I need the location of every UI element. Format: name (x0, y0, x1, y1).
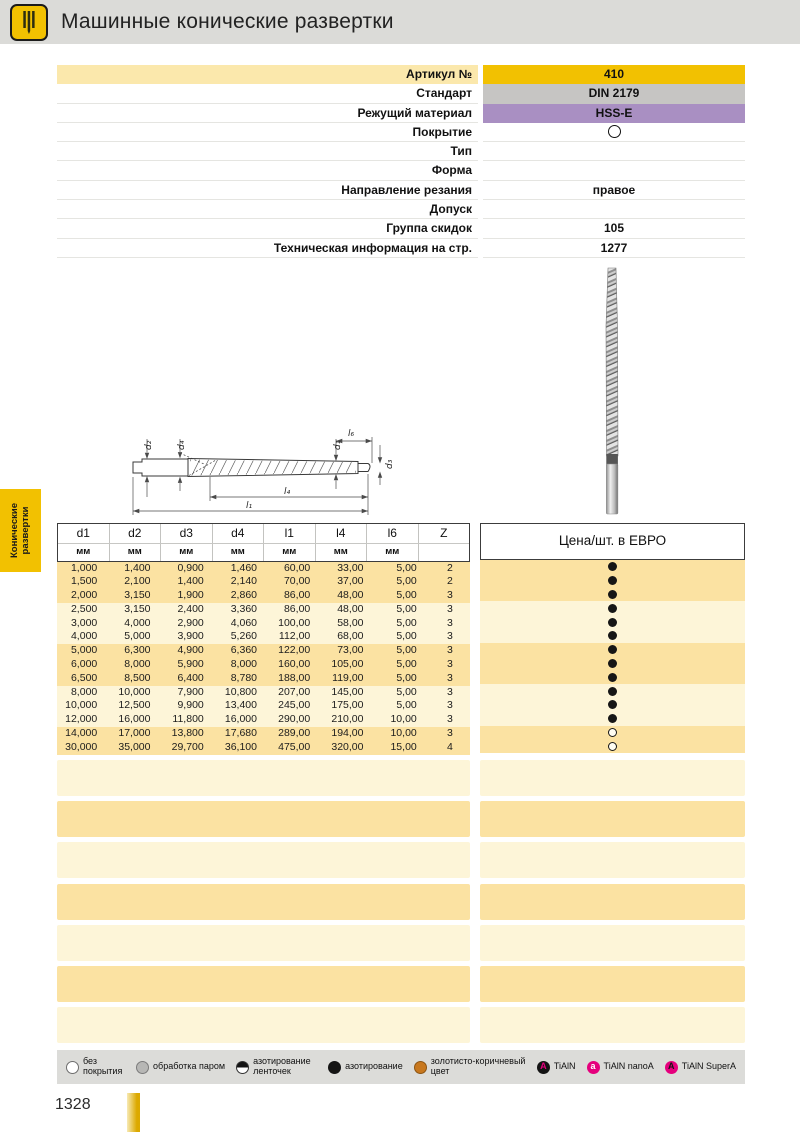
table-row (57, 713, 470, 727)
info-label: Тип (57, 142, 478, 161)
table-row (57, 575, 470, 589)
empty-row-band (480, 801, 745, 837)
table-cell: 3,150 (124, 589, 151, 602)
open-circle-icon (608, 742, 617, 751)
legend-label: TiAlN SuperA (681, 1061, 736, 1072)
table-row (57, 589, 470, 603)
unit-label: мм (263, 544, 315, 561)
table-cell: 5,260 (230, 630, 257, 643)
info-label: Направление резания (57, 181, 478, 200)
table-cell: 11,800 (172, 713, 204, 726)
legend-item (537, 1061, 576, 1074)
table-row (57, 672, 470, 686)
table-cell: 10,00 (390, 713, 417, 726)
table-cell: 5,00 (396, 575, 417, 588)
table-cell: 2,500 (70, 602, 98, 615)
table-cell: 10,000 (118, 685, 151, 698)
table-cell: 13,400 (224, 699, 257, 712)
empty-row-band (57, 1007, 470, 1043)
empty-row-band (480, 966, 745, 1002)
table-row (57, 686, 470, 700)
filled-circle-icon (608, 700, 617, 709)
info-label: Форма (57, 161, 478, 180)
unit-label: мм (109, 544, 161, 561)
table-cell: 5,00 (396, 671, 417, 684)
table-cell: 48,00 (337, 602, 364, 615)
filled-circle-icon (608, 659, 617, 668)
table-cell: 4 (446, 740, 453, 753)
legend-item (66, 1057, 125, 1077)
column-header: l4 (315, 524, 367, 543)
table-cell: 1,000 (70, 561, 98, 574)
table-cell: 3 (446, 727, 453, 740)
empty-row-band (57, 760, 470, 796)
info-label: Группа скидок (57, 219, 478, 238)
table-cell: 15,00 (390, 740, 417, 753)
table-cell: 3 (446, 616, 453, 629)
dim-label-d2: d₂ (144, 440, 154, 450)
table-cell: 4,060 (230, 616, 257, 629)
table-cell: 5,00 (396, 616, 417, 629)
table-cell: 105,00 (331, 658, 364, 671)
table-cell: 12,500 (118, 699, 151, 712)
legend-label: золотисто-коричневый цвет (430, 1056, 526, 1076)
price-row (480, 657, 745, 671)
empty-rows-right (480, 760, 745, 1043)
table-cell: 17,000 (118, 727, 151, 740)
table-cell: 4,900 (177, 644, 204, 657)
empty-rows-left (57, 760, 470, 1043)
dimension-table (57, 523, 470, 755)
coating-legend (57, 1050, 745, 1084)
table-cell: 2,000 (70, 589, 98, 602)
table-cell: 3 (446, 671, 453, 684)
table-cell: 13,800 (171, 727, 204, 740)
filled-circle-icon (608, 673, 617, 682)
table-cell: 290,00 (278, 713, 311, 726)
table-cell: 5,00 (396, 699, 417, 712)
footer-accent-bar (127, 1093, 140, 1132)
table-cell: 3 (446, 658, 453, 671)
legend-item (665, 1061, 736, 1074)
dim-label-l4: l₄ (284, 487, 291, 497)
table-cell: 3 (446, 589, 453, 602)
empty-row-band (480, 760, 745, 796)
table-header-row (58, 524, 469, 543)
table-cell: 3 (446, 699, 453, 712)
dimension-table-body (57, 562, 470, 755)
table-cell: 1,900 (177, 589, 204, 602)
table-cell: 2,900 (177, 616, 204, 629)
circle-white-icon (66, 1061, 79, 1074)
table-cell: 3 (446, 713, 453, 726)
open-circle-icon (608, 728, 617, 737)
circle-orange-icon (414, 1061, 427, 1074)
table-cell: 68,00 (337, 630, 364, 643)
page-number: 1328 (55, 1096, 91, 1113)
table-cell: 14,000 (65, 727, 98, 740)
table-cell: 36,100 (224, 740, 257, 753)
price-row (480, 629, 745, 643)
side-tab-label: Конические развертки (8, 503, 31, 559)
page-header (0, 0, 800, 44)
filled-circle-icon (608, 590, 617, 599)
filled-circle-icon (608, 604, 617, 613)
table-cell: 3 (446, 644, 453, 657)
circle-black-icon (328, 1061, 341, 1074)
column-header: Z (418, 524, 470, 543)
column-header: l1 (263, 524, 315, 543)
dim-label-d3: d₃ (385, 459, 395, 469)
price-row (480, 684, 745, 698)
price-row (480, 601, 745, 615)
table-cell: 6,300 (124, 644, 151, 657)
filled-circle-icon (608, 618, 617, 627)
table-cell: 86,00 (283, 602, 311, 615)
table-cell: 2,140 (230, 575, 257, 588)
info-row (57, 142, 745, 161)
table-cell: 289,00 (278, 727, 311, 740)
table-row (57, 603, 470, 617)
legend-label: без покрытия (83, 1056, 123, 1076)
table-cell: 1,500 (70, 575, 98, 588)
column-header: d4 (212, 524, 264, 543)
filled-circle-icon (608, 687, 617, 696)
table-cell: 16,000 (224, 713, 257, 726)
info-row (57, 161, 745, 180)
table-cell: 5,00 (396, 658, 417, 671)
table-cell: 48,00 (337, 589, 364, 602)
table-cell: 10,800 (224, 685, 257, 698)
table-cell: 6,400 (177, 671, 204, 684)
table-row (57, 658, 470, 672)
table-cell: 1,400 (124, 561, 151, 574)
table-cell: 60,00 (283, 561, 311, 574)
table-row (57, 699, 470, 713)
price-row (480, 643, 745, 657)
table-cell: 112,00 (278, 630, 311, 643)
badge-a-magenta-icon: a (587, 1061, 600, 1074)
table-row (57, 562, 470, 576)
dim-label-l1: l₁ (246, 501, 253, 511)
unit-label: мм (160, 544, 212, 561)
table-cell: 5,00 (396, 602, 417, 615)
page-title: Машинные конические развертки (61, 10, 394, 33)
table-cell: 1,400 (177, 575, 204, 588)
dim-label-d1: d₁ (333, 440, 343, 450)
table-cell: 4,000 (124, 616, 151, 629)
info-value: 410 (483, 65, 745, 84)
empty-row-band (480, 1007, 745, 1043)
legend-item (136, 1061, 225, 1074)
table-cell: 30,000 (65, 740, 98, 753)
badge-A-black-icon: A (537, 1061, 550, 1074)
unit-label: мм (315, 544, 367, 561)
table-cell: 3,150 (124, 602, 151, 615)
circle-gray-icon (136, 1061, 149, 1074)
info-row (57, 84, 745, 103)
table-cell: 207,00 (278, 685, 311, 698)
column-header: d2 (109, 524, 161, 543)
filled-circle-icon (608, 714, 617, 723)
table-cell: 8,500 (124, 671, 151, 684)
table-cell: 475,00 (278, 740, 311, 753)
table-cell: 2,100 (124, 575, 151, 588)
price-column (480, 523, 745, 753)
table-cell: 188,00 (278, 671, 311, 684)
table-row (57, 727, 470, 741)
info-value: 1277 (483, 239, 745, 258)
table-cell: 6,500 (70, 671, 98, 684)
price-row (480, 698, 745, 712)
table-cell: 0,900 (177, 561, 204, 574)
unit-label: мм (366, 544, 418, 561)
badge-A-magenta-icon: A (665, 1061, 678, 1074)
table-cell: 8,000 (230, 658, 257, 671)
info-row (57, 123, 745, 142)
info-value (483, 161, 745, 180)
dim-label-d4: d₄ (177, 440, 187, 450)
table-cell: 320,00 (331, 740, 364, 753)
reamer-icon (10, 4, 48, 41)
table-row (57, 741, 470, 755)
info-label: Покрытие (57, 123, 478, 142)
filled-circle-icon (608, 562, 617, 571)
table-cell: 145,00 (331, 685, 364, 698)
table-cell: 175,00 (331, 699, 364, 712)
table-cell: 37,00 (337, 575, 364, 588)
table-cell: 10,000 (65, 699, 98, 712)
table-cell: 5,00 (396, 630, 417, 643)
side-tab-taper-reamers (0, 489, 41, 572)
info-row (57, 219, 745, 238)
info-value (483, 200, 745, 219)
table-cell: 3 (446, 630, 453, 643)
info-value: 105 (483, 219, 745, 238)
price-row (480, 560, 745, 574)
info-row (57, 200, 745, 219)
table-cell: 73,00 (337, 644, 364, 657)
price-column-body (480, 560, 745, 753)
table-cell: 5,00 (396, 561, 417, 574)
filled-circle-icon (608, 576, 617, 585)
table-row (57, 644, 470, 658)
unit-label: мм (76, 546, 91, 557)
table-cell: 3,360 (230, 602, 257, 615)
table-cell: 8,000 (70, 685, 98, 698)
filled-circle-icon (608, 631, 617, 640)
price-row (480, 615, 745, 629)
table-cell: 100,00 (278, 616, 311, 629)
table-cell: 2 (446, 575, 453, 588)
unit-label: мм (212, 544, 264, 561)
table-cell: 5,00 (396, 685, 417, 698)
price-row (480, 574, 745, 588)
no-coating-circle-icon (608, 125, 621, 138)
column-header: l6 (366, 524, 418, 543)
table-cell: 194,00 (331, 727, 364, 740)
empty-row-band (480, 842, 745, 878)
info-value (483, 123, 745, 142)
table-cell: 29,700 (171, 740, 204, 753)
empty-row-band (57, 842, 470, 878)
price-row (480, 739, 745, 753)
legend-item (328, 1061, 403, 1074)
table-row (57, 630, 470, 644)
empty-row-band (57, 801, 470, 837)
price-row (480, 670, 745, 684)
table-cell: 86,00 (283, 589, 311, 602)
table-cell: 210,00 (331, 713, 364, 726)
circle-half-icon (236, 1061, 249, 1074)
info-value (483, 142, 745, 161)
info-row (57, 239, 745, 258)
info-row (57, 65, 745, 84)
price-row (480, 726, 745, 740)
column-header: d3 (160, 524, 212, 543)
table-cell: 6,000 (70, 658, 98, 671)
legend-item (587, 1061, 654, 1074)
table-cell: 3 (446, 685, 453, 698)
info-value: правое (483, 181, 745, 200)
table-cell: 5,000 (124, 630, 151, 643)
unit-label (418, 544, 470, 561)
table-cell: 3,900 (177, 630, 204, 643)
table-cell: 5,00 (396, 589, 417, 602)
table-cell: 3 (446, 602, 453, 615)
column-header: d1 (76, 526, 90, 540)
legend-item (236, 1057, 317, 1077)
table-cell: 33,00 (337, 561, 364, 574)
filled-circle-icon (608, 645, 617, 654)
info-label: Техническая информация на стр. (57, 239, 478, 258)
info-label: Стандарт (57, 84, 478, 103)
empty-row-band (57, 925, 470, 961)
table-cell: 35,000 (118, 740, 151, 753)
dim-label-l6: l₆ (348, 429, 355, 439)
table-cell: 119,00 (332, 671, 364, 684)
empty-row-band (480, 884, 745, 920)
info-label: Артикул № (57, 65, 478, 84)
table-cell: 122,00 (278, 644, 311, 657)
info-value: HSS-E (483, 104, 745, 123)
price-header: Цена/шт. в ЕВРО (480, 523, 745, 560)
info-table (57, 65, 745, 258)
info-label: Режущий материал (57, 104, 478, 123)
table-cell: 2,860 (230, 589, 257, 602)
table-cell: 16,000 (118, 713, 151, 726)
table-cell: 8,000 (124, 658, 151, 671)
legend-label: азотирование (345, 1061, 403, 1072)
table-cell: 5,000 (70, 644, 98, 657)
table-cell: 3,000 (70, 616, 98, 629)
table-cell: 5,900 (177, 658, 204, 671)
price-row (480, 712, 745, 726)
table-cell: 58,00 (337, 616, 364, 629)
legend-item (414, 1057, 526, 1077)
product-photo (590, 266, 634, 523)
empty-row-band (57, 884, 470, 920)
table-cell: 10,00 (390, 727, 417, 740)
table-cell: 17,680 (224, 727, 257, 740)
price-row (480, 588, 745, 602)
table-row (57, 617, 470, 631)
table-cell: 245,00 (278, 699, 311, 712)
table-cell: 1,460 (230, 561, 257, 574)
table-cell: 2 (446, 561, 453, 574)
table-cell: 12,000 (65, 713, 98, 726)
table-cell: 7,900 (177, 685, 204, 698)
legend-label: азотирование ленточек (253, 1056, 311, 1076)
legend-label: TiAlN nanoA (603, 1061, 654, 1072)
dimension-table-header (57, 523, 470, 562)
empty-row-band (480, 925, 745, 961)
table-cell: 70,00 (283, 575, 311, 588)
legend-label: обработка паром (153, 1061, 226, 1072)
technical-drawing (58, 419, 460, 527)
info-label: Допуск (57, 200, 478, 219)
table-cell: 9,900 (177, 699, 204, 712)
info-row (57, 104, 745, 123)
empty-row-band (57, 966, 470, 1002)
info-value: DIN 2179 (483, 84, 745, 103)
info-row (57, 181, 745, 200)
table-cell: 6,360 (230, 644, 257, 657)
legend-label: TiAlN (553, 1061, 576, 1072)
table-cell: 5,00 (396, 644, 417, 657)
table-cell: 4,000 (70, 630, 98, 643)
reamer-glyph-icon (18, 9, 40, 35)
table-units-row (58, 543, 469, 561)
table-cell: 8,780 (230, 671, 257, 684)
table-cell: 160,00 (278, 658, 311, 671)
table-cell: 2,400 (177, 602, 204, 615)
